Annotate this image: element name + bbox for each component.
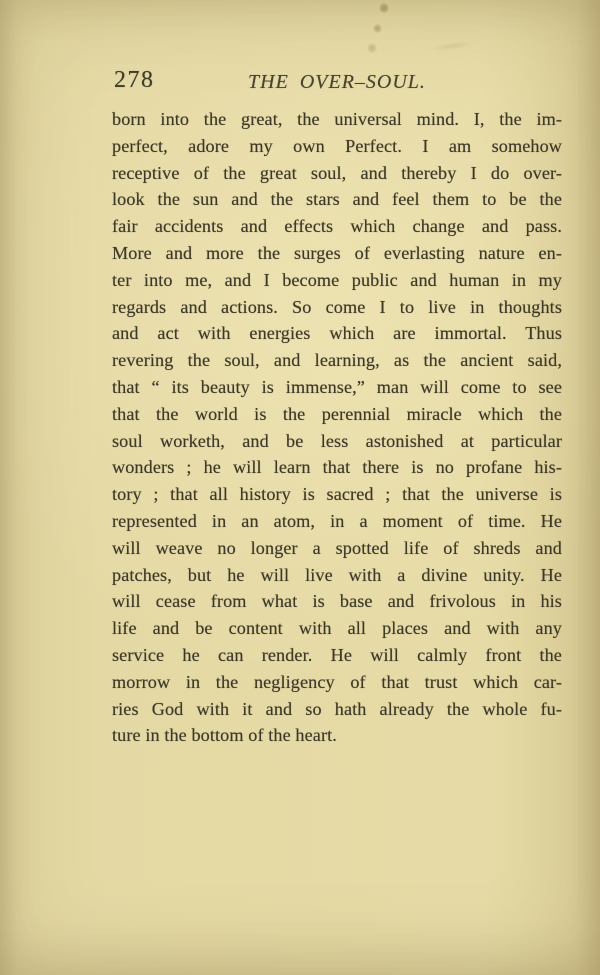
body-text [112, 106, 562, 749]
text-line: morrow in the negligency of that trust which car- [112, 671, 562, 692]
text-line: perfect, adore my own Perfect. I am somehow [112, 135, 562, 156]
text-line: look the sun and the stars and feel them to be the [112, 189, 562, 210]
text-line: More and more the surges of everlasting nature en- [112, 242, 562, 263]
text-line: will cease from what is base and frivolous in his [112, 591, 562, 612]
text-line: that the world is the perennial miracle which the [112, 403, 562, 424]
foxing-spot [367, 43, 377, 53]
running-title: THE OVER–SOUL. [248, 71, 426, 93]
foxing-spot [373, 24, 382, 33]
text-line: that “ its beauty is immense,” man will come to see [112, 376, 562, 397]
text-line: regards and actions. So come I to live in thoughts [112, 296, 562, 317]
page-number: 278 [114, 67, 155, 93]
text-line: represented in an atom, in a moment of time. He [112, 510, 562, 531]
text-line: fair accidents and effects which change and pass. [112, 216, 562, 237]
text-line: service he can render. He will calmly front the [112, 644, 562, 665]
text-line: life and be content with all places and with any [112, 618, 562, 639]
text-line: will weave no longer a spotted life of shreds and [112, 537, 562, 558]
text-line: soul worketh, and be less astonished at particular [112, 430, 562, 451]
foxing-spot [379, 3, 389, 13]
text-line: ries God with it and so hath already the whole fu- [112, 698, 562, 719]
text-line: ture in the bottom of the heart. [112, 725, 337, 746]
text-line: patches, but he will live with a divine unity. He [112, 564, 562, 585]
page-header [112, 62, 562, 94]
text-line: ter into me, and I become public and human in my [112, 269, 562, 290]
text-line: receptive of the great soul, and thereby I do over- [112, 162, 562, 183]
text-line: revering the soul, and learning, as the ancient said, [112, 350, 562, 371]
text-line: and act with energies which are immortal. Thus [112, 323, 562, 344]
text-line: wonders ; he will learn that there is no profane his- [112, 457, 562, 478]
text-line: tory ; that all history is sacred ; that the universe is [112, 484, 562, 505]
paper-smudge [430, 39, 477, 53]
text-line: born into the great, the universal mind. I, the im- [112, 109, 562, 129]
